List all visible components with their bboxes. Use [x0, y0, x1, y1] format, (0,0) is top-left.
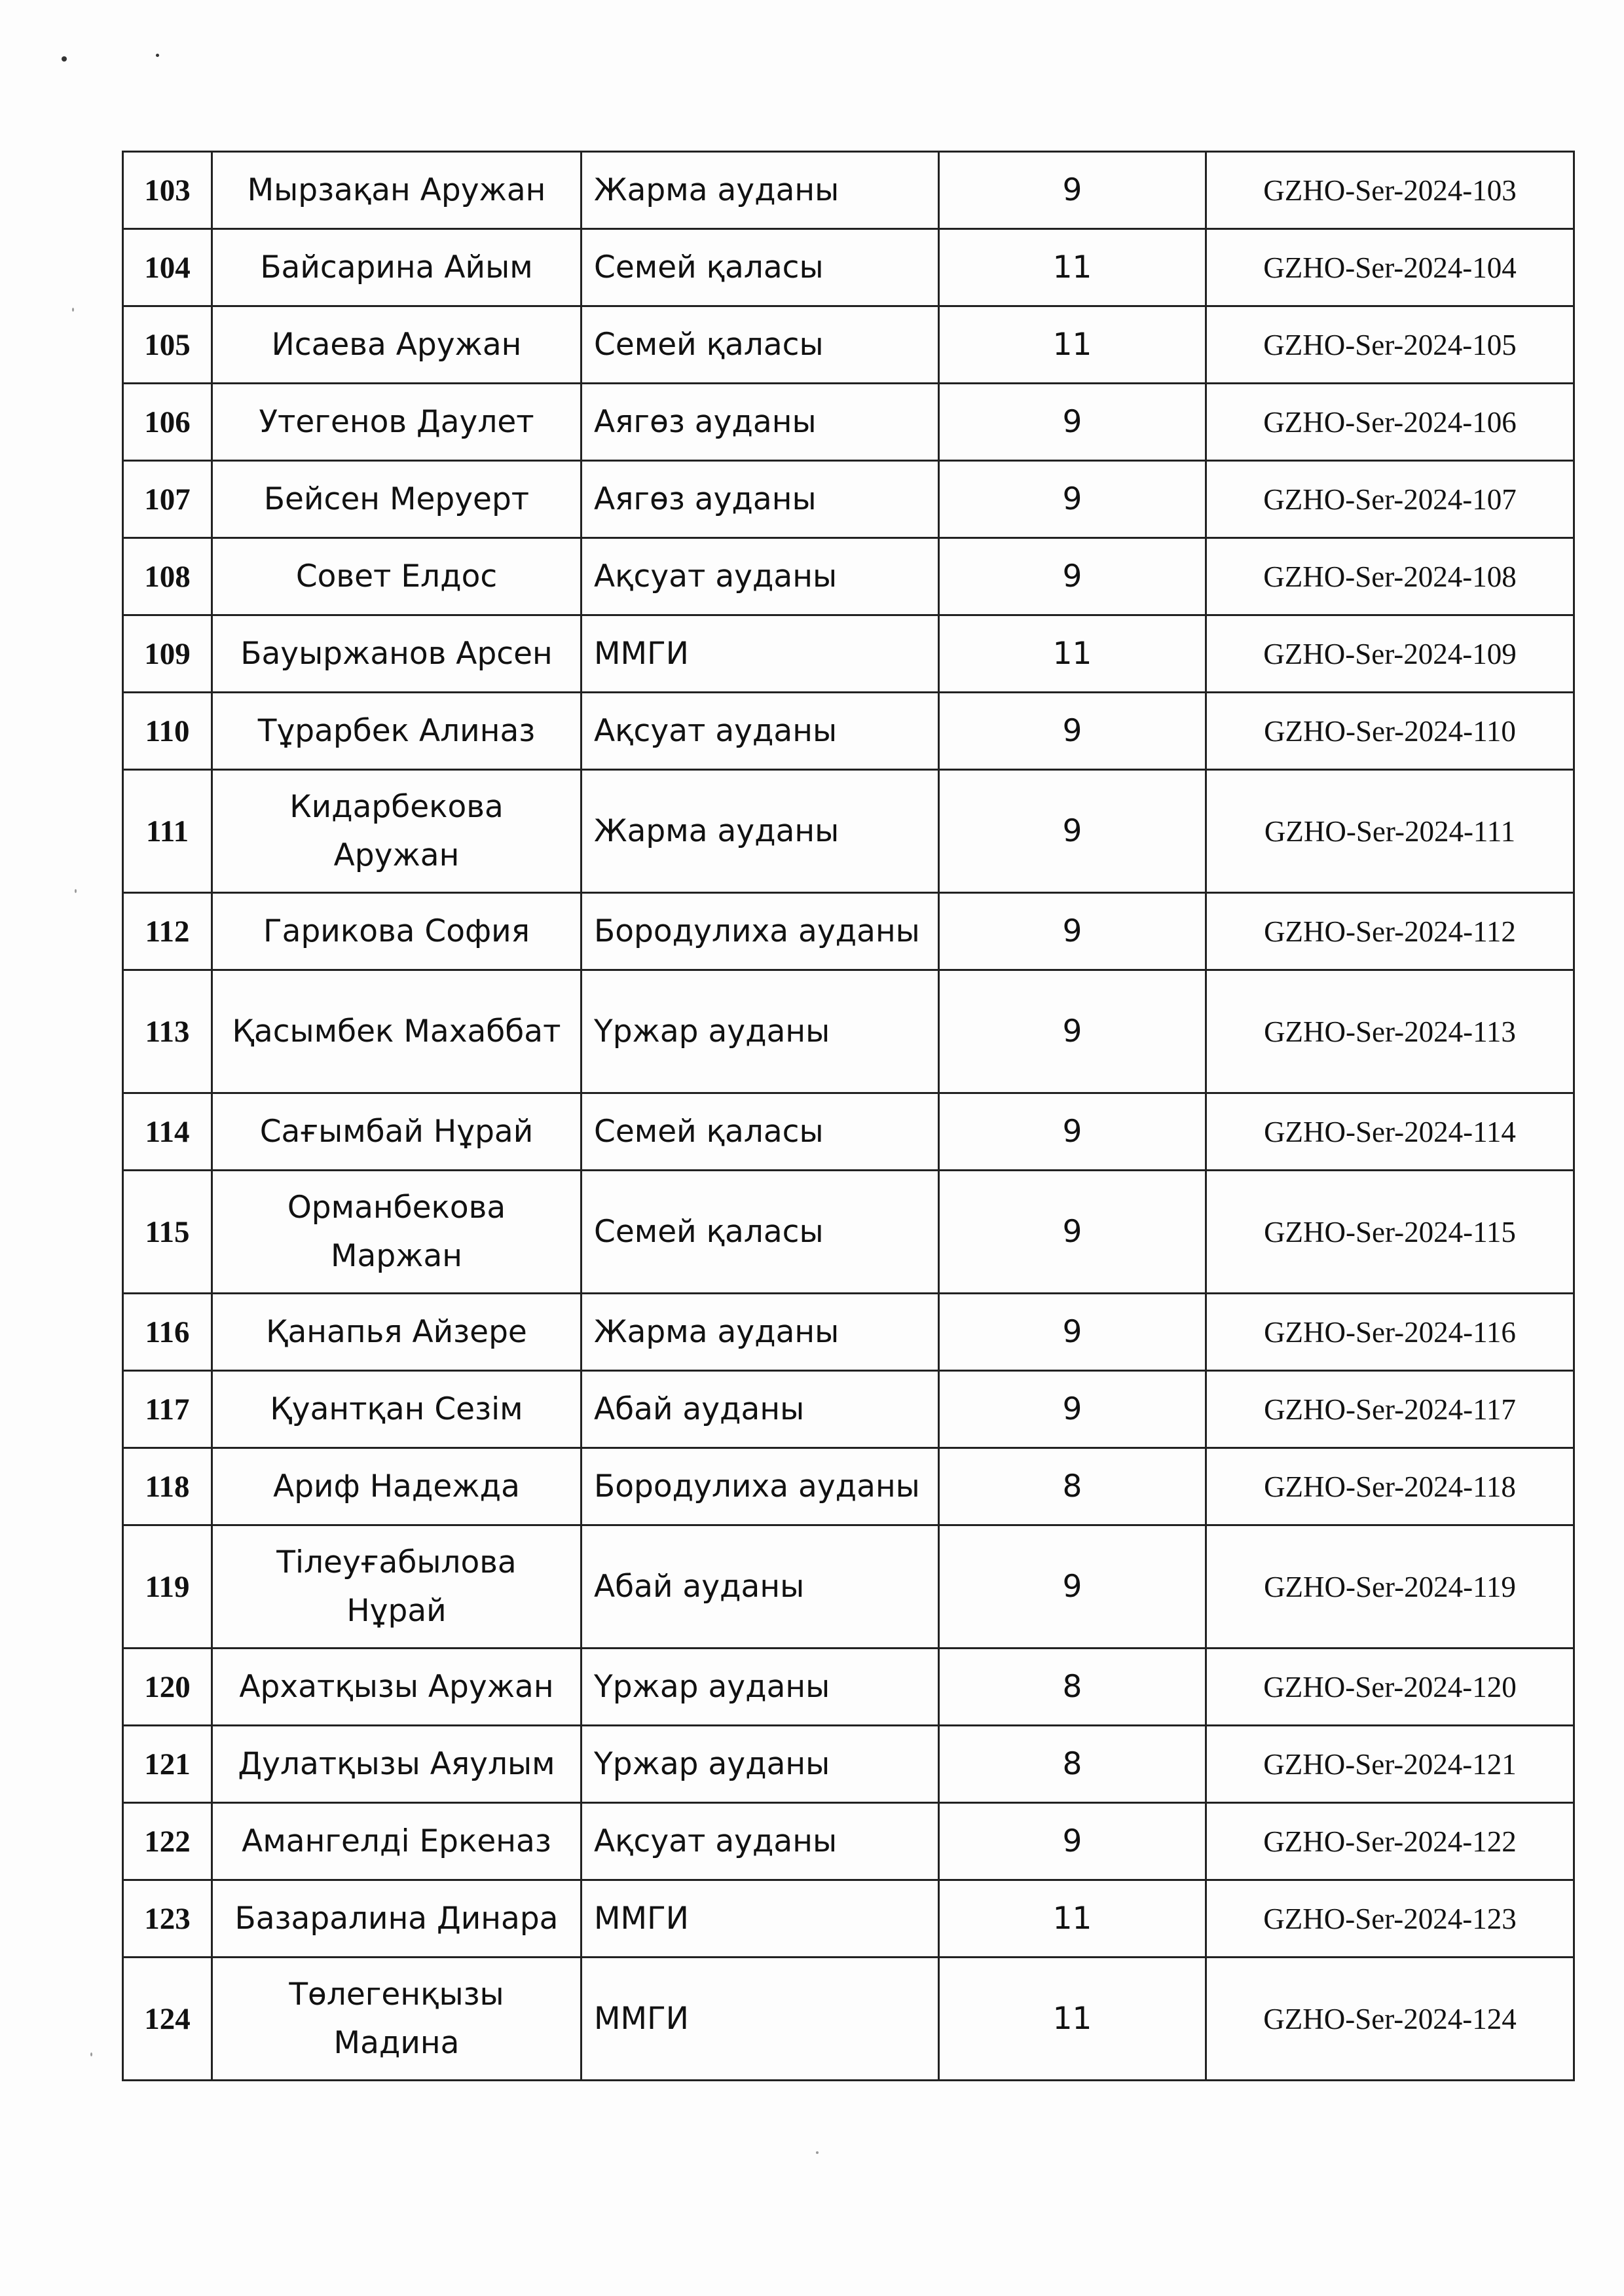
grade-value: 8 — [939, 1649, 1206, 1726]
table-row — [123, 1803, 1574, 1880]
participant-name: Утегенов Даулет — [212, 384, 581, 461]
certificate-code: GZHO-Ser-2024-110 — [1206, 693, 1574, 770]
grade-value: 9 — [939, 152, 1206, 229]
participant-name: Байсарина Айым — [212, 229, 581, 306]
grade-value: 9 — [939, 893, 1206, 970]
district-name: Аягөз ауданы — [581, 461, 939, 538]
grade-value: 9 — [939, 538, 1206, 615]
grade-value: 9 — [939, 1803, 1206, 1880]
certificate-code: GZHO-Ser-2024-104 — [1206, 229, 1574, 306]
certificate-code: GZHO-Ser-2024-103 — [1206, 152, 1574, 229]
row-number: 114 — [123, 1093, 212, 1171]
table-row — [123, 152, 1574, 229]
certificate-code: GZHO-Ser-2024-118 — [1206, 1448, 1574, 1525]
row-number: 104 — [123, 229, 212, 306]
participant-name: Орманбекова Маржан — [212, 1171, 581, 1294]
row-number: 124 — [123, 1958, 212, 2081]
certificate-code: GZHO-Ser-2024-106 — [1206, 384, 1574, 461]
table-row — [123, 229, 1574, 306]
table-row — [123, 1371, 1574, 1448]
certificate-code: GZHO-Ser-2024-115 — [1206, 1171, 1574, 1294]
row-number: 116 — [123, 1294, 212, 1371]
participant-name: Тұрарбек Алиназ — [212, 693, 581, 770]
participant-name: Қуантқан Сезім — [212, 1371, 581, 1448]
grade-value: 9 — [939, 693, 1206, 770]
grade-value: 8 — [939, 1726, 1206, 1803]
table-row — [123, 461, 1574, 538]
scan-speck — [816, 2151, 819, 2154]
participant-name: Сағымбай Нұрай — [212, 1093, 581, 1171]
district-name: Семей қаласы — [581, 1171, 939, 1294]
district-name: Ақсуат ауданы — [581, 1803, 939, 1880]
certificate-code: GZHO-Ser-2024-124 — [1206, 1958, 1574, 2081]
participant-name: Дулатқызы Аяулым — [212, 1726, 581, 1803]
participant-name: Қанапья Айзере — [212, 1294, 581, 1371]
row-number: 118 — [123, 1448, 212, 1525]
certificate-code: GZHO-Ser-2024-108 — [1206, 538, 1574, 615]
district-name: Бородулиха ауданы — [581, 893, 939, 970]
district-name: Жарма ауданы — [581, 770, 939, 893]
table-row — [123, 1880, 1574, 1958]
certificate-code: GZHO-Ser-2024-113 — [1206, 970, 1574, 1093]
district-name: ММГИ — [581, 615, 939, 693]
row-number: 105 — [123, 306, 212, 384]
row-number: 108 — [123, 538, 212, 615]
participants-table — [122, 151, 1575, 2081]
district-name: Ақсуат ауданы — [581, 538, 939, 615]
certificate-code: GZHO-Ser-2024-107 — [1206, 461, 1574, 538]
participant-name: Бейсен Меруерт — [212, 461, 581, 538]
row-number: 122 — [123, 1803, 212, 1880]
grade-value: 11 — [939, 229, 1206, 306]
row-number: 109 — [123, 615, 212, 693]
table-row — [123, 538, 1574, 615]
district-name: Аягөз ауданы — [581, 384, 939, 461]
scan-speck — [75, 889, 77, 893]
participant-name: Гарикова София — [212, 893, 581, 970]
grade-value: 11 — [939, 615, 1206, 693]
table-row — [123, 1726, 1574, 1803]
participant-name: Төлегенқызы Мадина — [212, 1958, 581, 2081]
table-row — [123, 1525, 1574, 1649]
scan-speck — [62, 56, 67, 62]
certificate-code: GZHO-Ser-2024-112 — [1206, 893, 1574, 970]
table-row — [123, 1649, 1574, 1726]
grade-value: 8 — [939, 1448, 1206, 1525]
district-name: Жарма ауданы — [581, 152, 939, 229]
table-row — [123, 970, 1574, 1093]
table-row — [123, 1294, 1574, 1371]
row-number: 110 — [123, 693, 212, 770]
district-name: Семей қаласы — [581, 229, 939, 306]
row-number: 120 — [123, 1649, 212, 1726]
certificate-code: GZHO-Ser-2024-109 — [1206, 615, 1574, 693]
table-row — [123, 615, 1574, 693]
certificate-code: GZHO-Ser-2024-123 — [1206, 1880, 1574, 1958]
participant-name: Мырзақан Аружан — [212, 152, 581, 229]
participant-name: Қасымбек Махаббат — [212, 970, 581, 1093]
participant-name: Бауыржанов Арсен — [212, 615, 581, 693]
scan-speck — [156, 54, 159, 57]
participants-table-body — [123, 152, 1574, 2081]
row-number: 112 — [123, 893, 212, 970]
row-number: 106 — [123, 384, 212, 461]
row-number: 123 — [123, 1880, 212, 1958]
grade-value: 9 — [939, 970, 1206, 1093]
table-row — [123, 1093, 1574, 1171]
grade-value: 9 — [939, 1093, 1206, 1171]
table-row — [123, 770, 1574, 893]
grade-value: 9 — [939, 1371, 1206, 1448]
district-name: Семей қаласы — [581, 306, 939, 384]
grade-value: 9 — [939, 770, 1206, 893]
grade-value: 9 — [939, 384, 1206, 461]
certificate-code: GZHO-Ser-2024-117 — [1206, 1371, 1574, 1448]
district-name: Абай ауданы — [581, 1525, 939, 1649]
participant-name: Совет Елдос — [212, 538, 581, 615]
certificate-code: GZHO-Ser-2024-116 — [1206, 1294, 1574, 1371]
district-name: Үржар ауданы — [581, 1649, 939, 1726]
participant-name: Архатқызы Аружан — [212, 1649, 581, 1726]
table-row — [123, 1448, 1574, 1525]
district-name: Абай ауданы — [581, 1371, 939, 1448]
district-name: ММГИ — [581, 1958, 939, 2081]
row-number: 117 — [123, 1371, 212, 1448]
row-number: 107 — [123, 461, 212, 538]
row-number: 121 — [123, 1726, 212, 1803]
table-row — [123, 384, 1574, 461]
participant-name: Ариф Надежда — [212, 1448, 581, 1525]
participant-name: Амангелді Еркеназ — [212, 1803, 581, 1880]
certificate-code: GZHO-Ser-2024-114 — [1206, 1093, 1574, 1171]
grade-value: 11 — [939, 1880, 1206, 1958]
certificate-code: GZHO-Ser-2024-105 — [1206, 306, 1574, 384]
district-name: Семей қаласы — [581, 1093, 939, 1171]
table-row — [123, 306, 1574, 384]
grade-value: 9 — [939, 461, 1206, 538]
participant-name: Тілеуғабылова Нұрай — [212, 1525, 581, 1649]
row-number: 115 — [123, 1171, 212, 1294]
grade-value: 9 — [939, 1525, 1206, 1649]
district-name: Жарма ауданы — [581, 1294, 939, 1371]
grade-value: 11 — [939, 1958, 1206, 2081]
participant-name: Базаралина Динара — [212, 1880, 581, 1958]
certificate-code: GZHO-Ser-2024-122 — [1206, 1803, 1574, 1880]
row-number: 103 — [123, 152, 212, 229]
grade-value: 11 — [939, 306, 1206, 384]
table-row — [123, 1958, 1574, 2081]
grade-value: 9 — [939, 1171, 1206, 1294]
district-name: Үржар ауданы — [581, 1726, 939, 1803]
district-name: Үржар ауданы — [581, 970, 939, 1093]
certificate-code: GZHO-Ser-2024-119 — [1206, 1525, 1574, 1649]
certificate-code: GZHO-Ser-2024-121 — [1206, 1726, 1574, 1803]
grade-value: 9 — [939, 1294, 1206, 1371]
table-row — [123, 893, 1574, 970]
district-name: Бородулиха ауданы — [581, 1448, 939, 1525]
participant-name: Исаева Аружан — [212, 306, 581, 384]
certificate-code: GZHO-Ser-2024-111 — [1206, 770, 1574, 893]
table-row — [123, 1171, 1574, 1294]
certificate-code: GZHO-Ser-2024-120 — [1206, 1649, 1574, 1726]
scan-speck — [90, 2052, 92, 2056]
district-name: ММГИ — [581, 1880, 939, 1958]
row-number: 111 — [123, 770, 212, 893]
row-number: 119 — [123, 1525, 212, 1649]
scan-speck — [72, 308, 74, 312]
district-name: Ақсуат ауданы — [581, 693, 939, 770]
participant-name: Кидарбекова Аружан — [212, 770, 581, 893]
table-row — [123, 693, 1574, 770]
row-number: 113 — [123, 970, 212, 1093]
